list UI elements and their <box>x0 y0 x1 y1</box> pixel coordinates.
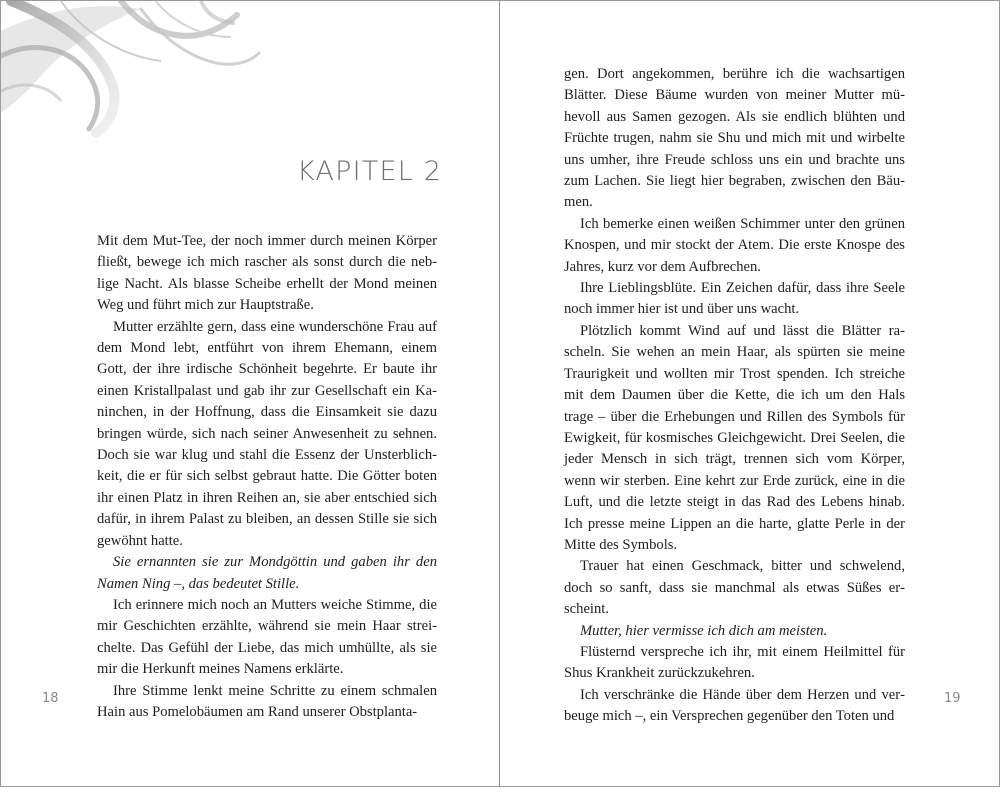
paragraph: Ihre Stimme lenkt meine Schritte zu einem schmalen Hain aus Pomelobäumen am Rand unserer Obstplanta- <box>97 682 437 720</box>
ink-brush-ornament <box>1 1 261 141</box>
paragraph: Plötzlich kommt Wind auf und lässt die Blätter rascheln. Sie wehen an mein Haar, als spürten sie meine Traurigkeit und wollten mir Trost spenden. Ich streiche mit dem Daumen über die Kette, die ich um den Hals trage – über die Erhebungen und Rillen des Symbols für Ewigkeit, für kosmisches Gleichgewicht. Drei Seelen, die jeder Mensch in sich trägt, trennen sich vom Körper, wenn wir sterben. Eine kehrt zur Erde zurück, eine in die Luft, und die letzte steigt in das Rad des Lebens hinab. Ich presse meine Lippen an die harte, glatte Perle in der Mitte des Symbols. <box>564 322 905 553</box>
paragraph: Trauer hat einen Geschmack, bitter und schwelend, doch so sanft, dass sie manchmal als etwas Süßes erscheint. <box>564 558 905 618</box>
paragraph: Ihre Lieblingsblüte. Ein Zeichen dafür, dass ihre Seele noch immer hier ist und über uns wacht. <box>564 280 905 318</box>
paragraph: Ich bemerke einen weißen Schimmer unter den grünen Knospen, und mir stockt der Atem. Die erste Knospe des Jahres, kurz vor dem Aufbrechen. <box>564 215 905 275</box>
page-number-right: 19 <box>944 691 961 706</box>
paragraph: Ich erinnere mich noch an Mutters weiche Stimme, die mir Geschichten erzählte, während sie mein Haar streichelte. Das Gefühl der Liebe, das mich umhüllte, als sie mir die Herkunft meines Namens erklärte. <box>97 596 437 678</box>
paragraph: Mutter erzählte gern, dass eine wunderschöne Frau auf dem Mond lebt, entführt von ihrem Ehemann, einem Gott, der ihre irdische Schönheit begehrte. Er baute ihr einen Kristallpalast und gab ihr zur Gesellschaft ein Kaninchen, in der Hoffnung, dass die Einsamkeit sie dazu bringen würde, sich nach seiner Anwesenheit zu sehnen. Doch sie war klug und stahl die Essenz der Unsterblichkeit, die er für sich selbst gebraut hatte. Die Götter boten ihr einen Platz in ihren Reihen an, sie aber entschied sich dafür, in ihrem Palast zu bleiben, an dessen Stille sie sich gewöhnt hatte. <box>97 318 437 549</box>
paragraph-italic: Mutter, hier vermisse ich dich am meisten. <box>580 622 828 639</box>
page-number-left: 18 <box>42 691 59 706</box>
right-page-text <box>564 64 905 728</box>
paragraph-italic: Sie ernannten sie zur Mondgöttin und gaben ihr den Namen Ning –, das bedeutet Stille. <box>97 554 437 592</box>
left-page-text <box>97 231 437 723</box>
chapter-title: KAPITEL 2 <box>297 156 443 187</box>
paragraph: Ich verschränke die Hände über dem Herzen und verbeuge mich –, ein Versprechen gegenüber den Toten und <box>564 686 905 725</box>
paragraph: Flüsternd verspreche ich ihr, mit einem Heilmittel für Shus Krankheit zurückzukehren. <box>564 643 905 682</box>
paragraph: gen. Dort angekommen, berühre ich die wachsartigen Blätter. Diese Bäume wurden von meiner Mutter mühevoll aus Samen gezogen. Als sie endlich blühten und Früchte trugen, nahm sie Shu und mich mit und wirbelte uns umher, ihre Freude schloss uns ein und brachte uns zum Lachen. Sie liegt hier begraben, zwischen den Bäumen. <box>564 66 905 211</box>
left-page <box>0 0 500 787</box>
right-page <box>500 0 1000 787</box>
paragraph: Mit dem Mut-Tee, der noch immer durch meinen Körper fließt, bewege ich mich rascher als sonst durch die neblige Nacht. Als blasse Scheibe erhellt der Mond meinen Weg und führt mich zur Hauptstraße. <box>97 233 437 314</box>
